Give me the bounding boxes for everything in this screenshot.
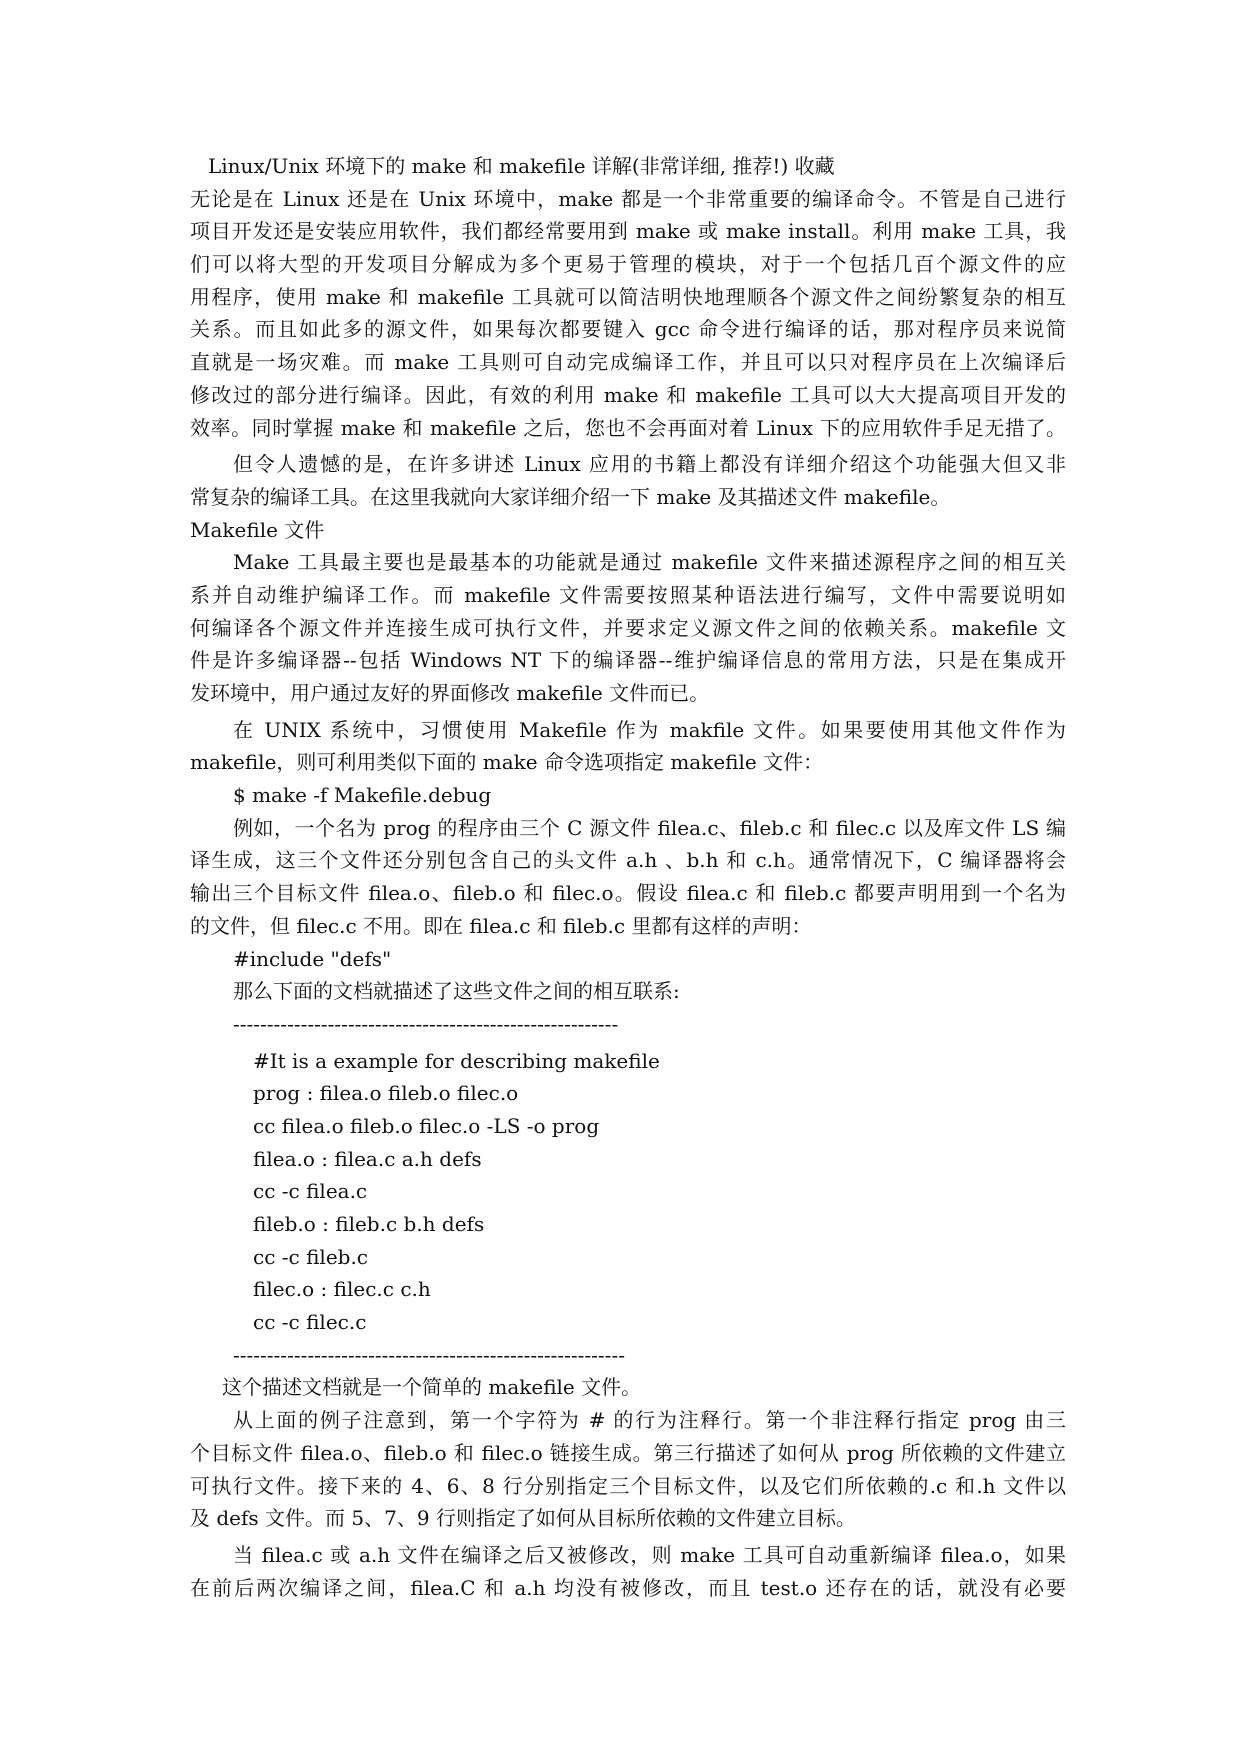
text-line: 个目标文件 filea.o、fileb.o 和 filec.o 链接生成。第三行描述了如何从 prog 所依赖的文件建立	[190, 1440, 1066, 1465]
text-line: 系并自动维护编译工作。而 makefile 文件需要按照某种语法进行编写，文件中需要说明如	[190, 582, 1066, 607]
code-line: cc -c fileb.c	[253, 1244, 369, 1269]
paragraph-make-tool	[190, 546, 1066, 709]
text-line: 及 defs 文件。而 5、7、9 行则指定了如何从目标所依赖的文件建立目标。	[190, 1506, 856, 1531]
text-line: 例如，一个名为 prog 的程序由三个 C 源文件 filea.c、fileb.c 和 filec.c 以及库文件 LS 编	[233, 815, 1066, 840]
code-line: cc filea.o fileb.o filec.o -LS -o prog	[253, 1113, 600, 1138]
command-example: $ make -f Makefile.debug	[233, 783, 492, 808]
section-heading: Makefile 文件	[190, 517, 325, 542]
text-line: 当 filea.c 或 a.h 文件在编译之后又被修改，则 make 工具可自动重新编译 filea.o，如果	[233, 1542, 1066, 1567]
paragraph-example	[190, 812, 1066, 943]
paragraph-intro	[190, 183, 1066, 445]
text-line: makefile，则可利用类似下面的 make 命令选项指定 makefile 文件：	[190, 750, 824, 775]
text-line: 的文件，但 filec.c 不用。即在 filea.c 和 fileb.c 里都有这样的声明：	[190, 913, 812, 938]
summary-line: 这个描述文档就是一个简单的 makefile 文件。	[222, 1375, 642, 1400]
text-line: 在前后两次编译之间，filea.C 和 a.h 均没有被修改，而且 test.o 还存在的话，就没有必要	[190, 1575, 1066, 1600]
text-line: 译生成，这三个文件还分别包含自己的头文件 a.h 、b.h 和 c.h。通常情况下，C 编译器将会	[190, 848, 1066, 873]
include-line: #include "defs"	[233, 946, 392, 971]
text-line: 用程序，使用 make 和 makefile 工具就可以简洁明快地理顺各个源文件之间纷繁复杂的相互	[190, 284, 1066, 309]
makefile-code	[190, 1045, 1066, 1339]
paragraph-explanation	[190, 1404, 1066, 1535]
text-line: 何编译各个源文件并连接生成可执行文件，并要求定义源文件之间的依赖关系。makefile 文	[190, 615, 1066, 640]
code-line: cc -c filea.c	[253, 1179, 368, 1204]
text-line: 们可以将大型的开发项目分解成为多个更易于管理的模块，对于一个包括几百个源文件的应	[190, 252, 1066, 277]
divider-top: ---------------------------------------------------------	[233, 1011, 619, 1036]
text-line: 发环境中，用户通过友好的界面修改 makefile 文件而已。	[190, 681, 710, 705]
text-line: 效率。同时掌握 make 和 makefile 之后，您也不会再面对着 Linux 下的应用软件手足无措了。	[190, 415, 1066, 440]
document-title: Linux/Unix 环境下的 make 和 makefile 详解(非常详细, 推荐!) 收藏	[208, 154, 835, 178]
code-line: fileb.o : fileb.c b.h defs	[253, 1212, 485, 1236]
document-page	[190, 150, 1066, 1604]
divider-bottom: ----------------------------------------------------------	[233, 1342, 625, 1367]
text-line: 件是许多编译器--包括 Windows NT 下的编译器--维护编译信息的常用方法，只是在集成开	[190, 648, 1066, 673]
code-line: prog : filea.o fileb.o filec.o	[253, 1081, 519, 1106]
text-line: 在 UNIX 系统中，习惯使用 Makefile 作为 makfile 文件。如果要使用其他文件作为	[233, 717, 1066, 742]
text-line: 直就是一场灾难。而 make 工具则可自动完成编译工作，并且可以只对程序员在上次编译后	[190, 350, 1066, 375]
text-line: 但令人遗憾的是，在许多讲述 Linux 应用的书籍上都没有详细介绍这个功能强大但又非	[233, 452, 1066, 477]
code-line: filec.o : filec.c c.h	[253, 1277, 431, 1302]
paragraph-recompile	[190, 1539, 1066, 1604]
code-line: cc -c filec.c	[253, 1310, 367, 1335]
text-line: 输出三个目标文件 filea.o、fileb.o 和 filec.o。假设 filea.c 和 fileb.c 都要声明用到一个名为	[190, 881, 1066, 906]
text-line: 项目开发还是安装应用软件，我们都经常要用到 make 或 make install。利用 make 工具，我	[190, 219, 1066, 244]
intro-line: 那么下面的文档就描述了这些文件之间的相互联系:	[233, 979, 680, 1004]
text-line: 从上面的例子注意到，第一个字符为 # 的行为注释行。第一个非注释行指定 prog 由三	[233, 1408, 1066, 1433]
text-line: 常复杂的编译工具。在这里我就向大家详细介绍一下 make 及其描述文件 makefile。	[190, 484, 951, 509]
paragraph-unix	[190, 714, 1066, 779]
code-line: filea.o : filea.c a.h defs	[253, 1146, 482, 1171]
text-line: 修改过的部分进行编译。因此，有效的利用 make 和 makefile 工具可以大大提高项目开发的	[190, 382, 1066, 407]
text-line: 可执行文件。接下来的 4、6、8 行分别指定三个目标文件，以及它们所依赖的.c 和.h 文件以	[190, 1473, 1066, 1498]
text-line: 关系。而且如此多的源文件，如果每次都要键入 gcc 命令进行编译的话，那对程序员来说简	[190, 317, 1066, 342]
code-line: #It is a example for describing makefile	[253, 1048, 660, 1073]
text-line: 无论是在 Linux 还是在 Unix 环境中，make 都是一个非常重要的编译命令。不管是自己进行	[190, 186, 1066, 211]
text-line: Make 工具最主要也是最基本的功能就是通过 makefile 文件来描述源程序之间的相互关	[233, 550, 1066, 575]
paragraph-regret	[190, 448, 1066, 513]
